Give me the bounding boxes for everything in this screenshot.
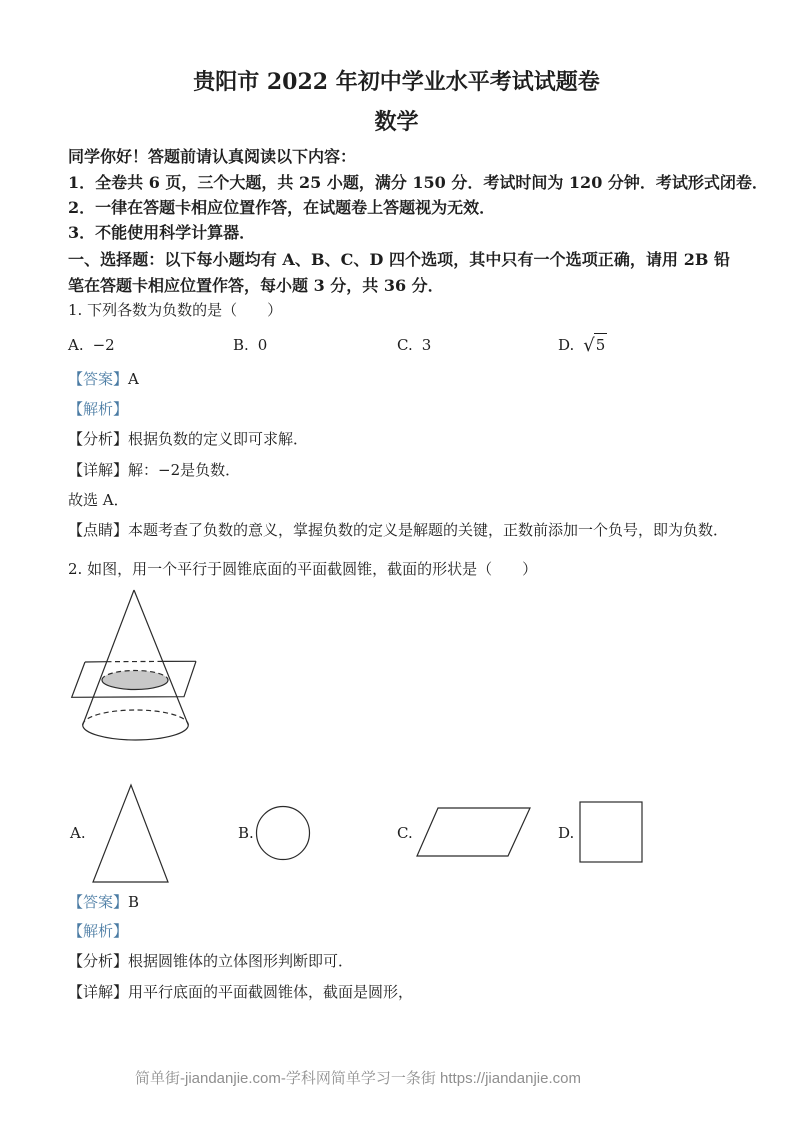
option-c-parallelogram <box>412 803 536 861</box>
q1-remark-line: 【点睛】本题考查了负数的意义，掌握负数的定义是解题的关键，正数前添加一个负号，即为负数． <box>68 521 729 539</box>
cone-base-front <box>83 725 189 740</box>
q1-option-d-value: 5 <box>594 333 608 356</box>
parallelogram-shape <box>417 808 530 856</box>
q1-option-d-sqrt <box>583 333 607 356</box>
q1-answer-line <box>68 368 139 390</box>
q2-analysis-line: 【分析】根据圆锥体的立体图形判断即可． <box>68 952 354 970</box>
q2-option-b-label: B. <box>238 824 254 842</box>
q2-option-a-label: A. <box>70 824 86 842</box>
q1-option-a-value: −2 <box>92 336 115 354</box>
q1-option-c-label: C. <box>397 336 413 354</box>
q2-answer-value: B <box>128 893 140 911</box>
q1-option-b-value: 0 <box>257 336 268 354</box>
q1-answer-value: A <box>128 370 139 388</box>
page-title: 贵阳市 2022 年初中学业水平考试试题卷 <box>193 69 600 95</box>
q2-detail-line: 【详解】用平行底面的平面截圆锥体，截面是圆形， <box>68 983 414 1001</box>
site-watermark: 简单街-jiandanjie.com-学科网简单学习一条街 https://jiandanjie.com <box>135 1070 581 1087</box>
cone-base-back <box>83 710 189 725</box>
q1-option-d <box>558 333 607 356</box>
q1-analysis-marker <box>68 398 128 420</box>
analysis-marker: 【解析】 <box>68 400 129 418</box>
q1-option-a <box>68 334 115 356</box>
q1-option-a-label: A. <box>68 336 84 354</box>
option-b-circle <box>254 804 312 862</box>
question-2-stem: 2. 如图，用一个平行于圆锥底面的平面截圆锥，截面的形状是（ ） <box>68 560 538 578</box>
q2-answer-line <box>68 891 139 913</box>
q2-option-c-label: C. <box>397 824 413 842</box>
cone-left-edge <box>83 590 134 725</box>
answer-marker: 【答案】 <box>68 370 129 388</box>
analysis-marker: 【解析】 <box>68 922 129 940</box>
circle-shape <box>257 807 310 860</box>
subject-title: 数学 <box>374 109 419 135</box>
notice-1: 1．全卷共 6 页，三个大题，共 25 小题，满分 150 分．考试时间为 120 分钟．考试形式闭卷． <box>68 173 768 192</box>
q1-option-d-label: D. <box>558 336 575 354</box>
option-d-rectangle <box>576 798 646 866</box>
q1-option-b <box>233 334 267 356</box>
question-1-stem: 1. 下列各数为负数的是（ ） <box>68 301 283 319</box>
rectangle-shape <box>580 802 642 862</box>
notice-2: 2．一律在答题卡相应位置作答，在试题卷上答题视为无效． <box>68 198 496 217</box>
q1-conclusion-line: 故选 A． <box>68 491 129 509</box>
q2-analysis-marker <box>68 920 128 942</box>
notice-3: 3．不能使用科学计算器． <box>68 223 256 242</box>
cone-right-edge <box>134 590 188 725</box>
greeting-line: 同学你好！答题前请认真阅读以下内容： <box>68 147 357 166</box>
q1-option-b-label: B. <box>233 336 249 354</box>
cone-figure <box>58 583 208 748</box>
q1-option-c <box>397 334 431 356</box>
section-one-heading: 一、选择题：以下每小题均有 A、B、C、D 四个选项，其中只有一个选项正确，请用 2B 铅笔在答题卡相应位置作答，每小题 3 分，共 36 分． <box>68 250 730 295</box>
option-a-triangle <box>88 780 174 886</box>
q1-detail-line: 【详解】解：−2是负数． <box>68 461 241 479</box>
q2-option-d-label: D. <box>558 824 575 842</box>
triangle-shape <box>93 785 168 882</box>
q1-option-c-value: 3 <box>421 336 432 354</box>
radical-sign: √ <box>583 335 595 356</box>
q1-analysis-line: 【分析】根据负数的定义即可求解． <box>68 430 309 448</box>
answer-marker: 【答案】 <box>68 893 129 911</box>
